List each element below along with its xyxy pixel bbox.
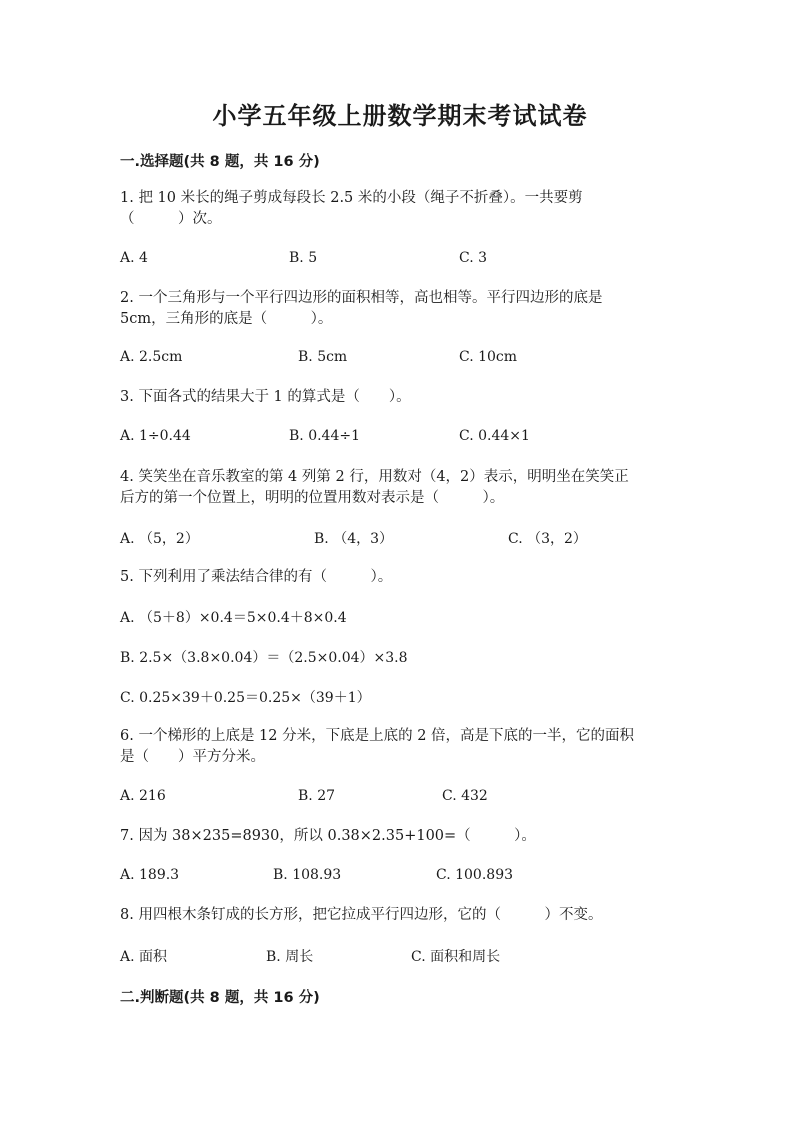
question-line: 7. 因为 38×235=8930，所以 0.38×2.35+100=（ ）。 bbox=[120, 828, 536, 844]
question-line: 5cm，三角形的底是（ ）。 bbox=[120, 311, 333, 327]
exam-title: 小学五年级上册数学期末考试试卷 bbox=[212, 102, 588, 130]
question-4 bbox=[120, 467, 680, 509]
question-line: 6. 一个梯形的上底是 12 分米，下底是上底的 2 倍，高是下底的一半，它的面积 bbox=[120, 728, 635, 744]
option-c: C. 面积和周长 bbox=[411, 949, 501, 965]
option-a: A. 2.5cm bbox=[120, 349, 183, 365]
section-heading-multiple-choice: 一.选择题(共 8 题，共 16 分) bbox=[120, 154, 320, 170]
section-heading-true-false: 二.判断题(共 8 题，共 16 分) bbox=[120, 990, 320, 1006]
option-b: B. 2.5×（3.8×0.04）＝（2.5×0.04）×3.8 bbox=[120, 650, 408, 666]
question-8 bbox=[120, 905, 680, 926]
question-line: 5. 下列利用了乘法结合律的有（ ）。 bbox=[120, 569, 393, 585]
option-a: A. （5，2） bbox=[120, 531, 199, 547]
option-a: A. 216 bbox=[120, 788, 166, 804]
question-3 bbox=[120, 387, 680, 408]
option-c: C. 0.44×1 bbox=[459, 428, 530, 444]
option-b: B. 27 bbox=[298, 788, 336, 804]
option-b: B. 5cm bbox=[298, 349, 348, 365]
question-line: （ ）次。 bbox=[120, 211, 222, 227]
question-7 bbox=[120, 826, 680, 847]
question-5 bbox=[120, 567, 680, 588]
option-b: B. 0.44÷1 bbox=[289, 428, 360, 444]
option-a: A. 1÷0.44 bbox=[120, 428, 191, 444]
option-c: C. 432 bbox=[442, 788, 488, 804]
option-c: C. 3 bbox=[459, 250, 488, 266]
question-line: 后方的第一个位置上，明明的位置用数对表示是（ ）。 bbox=[120, 490, 505, 506]
option-b: B. 周长 bbox=[266, 949, 314, 965]
question-line: 3. 下面各式的结果大于 1 的算式是（ ）。 bbox=[120, 389, 411, 405]
option-c: C. 10cm bbox=[459, 349, 518, 365]
option-a: A. 189.3 bbox=[120, 867, 180, 883]
question-6 bbox=[120, 726, 680, 768]
option-a: A. 面积 bbox=[120, 949, 168, 965]
option-c: C. （3，2） bbox=[508, 531, 587, 547]
question-1 bbox=[120, 188, 680, 230]
option-b: B. （4，3） bbox=[314, 531, 394, 547]
option-b: B. 108.93 bbox=[273, 867, 342, 883]
option-b: B. 5 bbox=[289, 250, 318, 266]
question-2 bbox=[120, 288, 680, 330]
question-line: 4. 笑笑坐在音乐教室的第 4 列第 2 行，用数对（4，2）表示，明明坐在笑笑正 bbox=[120, 469, 629, 485]
option-c: C. 0.25×39＋0.25＝0.25×（39＋1） bbox=[120, 690, 371, 706]
question-line: 8. 用四根木条钉成的长方形，把它拉成平行四边形，它的（ ）不变。 bbox=[120, 907, 603, 923]
option-a: A. 4 bbox=[120, 250, 148, 266]
question-line: 1. 把 10 米长的绳子剪成每段长 2.5 米的小段（绳子不折叠）。一共要剪 bbox=[120, 190, 583, 206]
question-line: 2. 一个三角形与一个平行四边形的面积相等，高也相等。平行四边形的底是 bbox=[120, 290, 603, 306]
option-a: A. （5＋8）×0.4＝5×0.4＋8×0.4 bbox=[120, 610, 347, 626]
option-c: C. 100.893 bbox=[436, 867, 514, 883]
question-line: 是（ ）平方分米。 bbox=[120, 749, 265, 765]
